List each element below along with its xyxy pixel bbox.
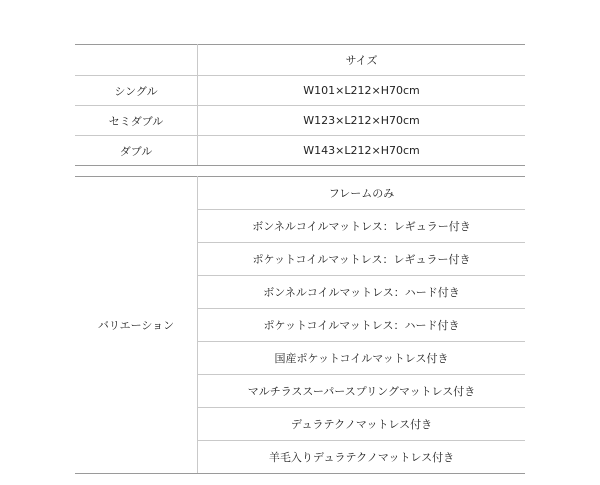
variation-item: デュラテクノマットレス付き — [198, 408, 526, 441]
size-table — [75, 44, 525, 166]
variation-item: 羊毛入りデュラテクノマットレス付き — [198, 441, 526, 474]
size-row — [75, 106, 525, 136]
size-row-label: セミダブル — [75, 106, 198, 136]
size-row-value: W123×L212×H70cm — [198, 106, 526, 136]
variation-item: マルチラススーパースプリングマットレス付き — [198, 375, 526, 408]
size-row — [75, 76, 525, 106]
size-row-value: W101×L212×H70cm — [198, 76, 526, 106]
variation-table — [75, 176, 525, 474]
variation-item: 国産ポケットコイルマットレス付き — [198, 342, 526, 375]
table-gap — [75, 166, 525, 176]
size-table-header: サイズ — [198, 45, 526, 76]
variation-item: ポケットコイルマットレス：レギュラー付き — [198, 243, 526, 276]
variation-row — [75, 177, 525, 210]
size-table-header-row — [75, 45, 525, 76]
size-row-label: シングル — [75, 76, 198, 106]
variation-item: フレームのみ — [198, 177, 526, 210]
size-row — [75, 136, 525, 166]
variation-label: バリエーション — [75, 177, 198, 474]
variation-item: ボンネルコイルマットレス：ハード付き — [198, 276, 526, 309]
variation-item: ポケットコイルマットレス：ハード付き — [198, 309, 526, 342]
size-row-label: ダブル — [75, 136, 198, 166]
size-row-value: W143×L212×H70cm — [198, 136, 526, 166]
size-table-header-empty — [75, 45, 198, 76]
spec-tables — [75, 44, 525, 474]
variation-item: ボンネルコイルマットレス：レギュラー付き — [198, 210, 526, 243]
